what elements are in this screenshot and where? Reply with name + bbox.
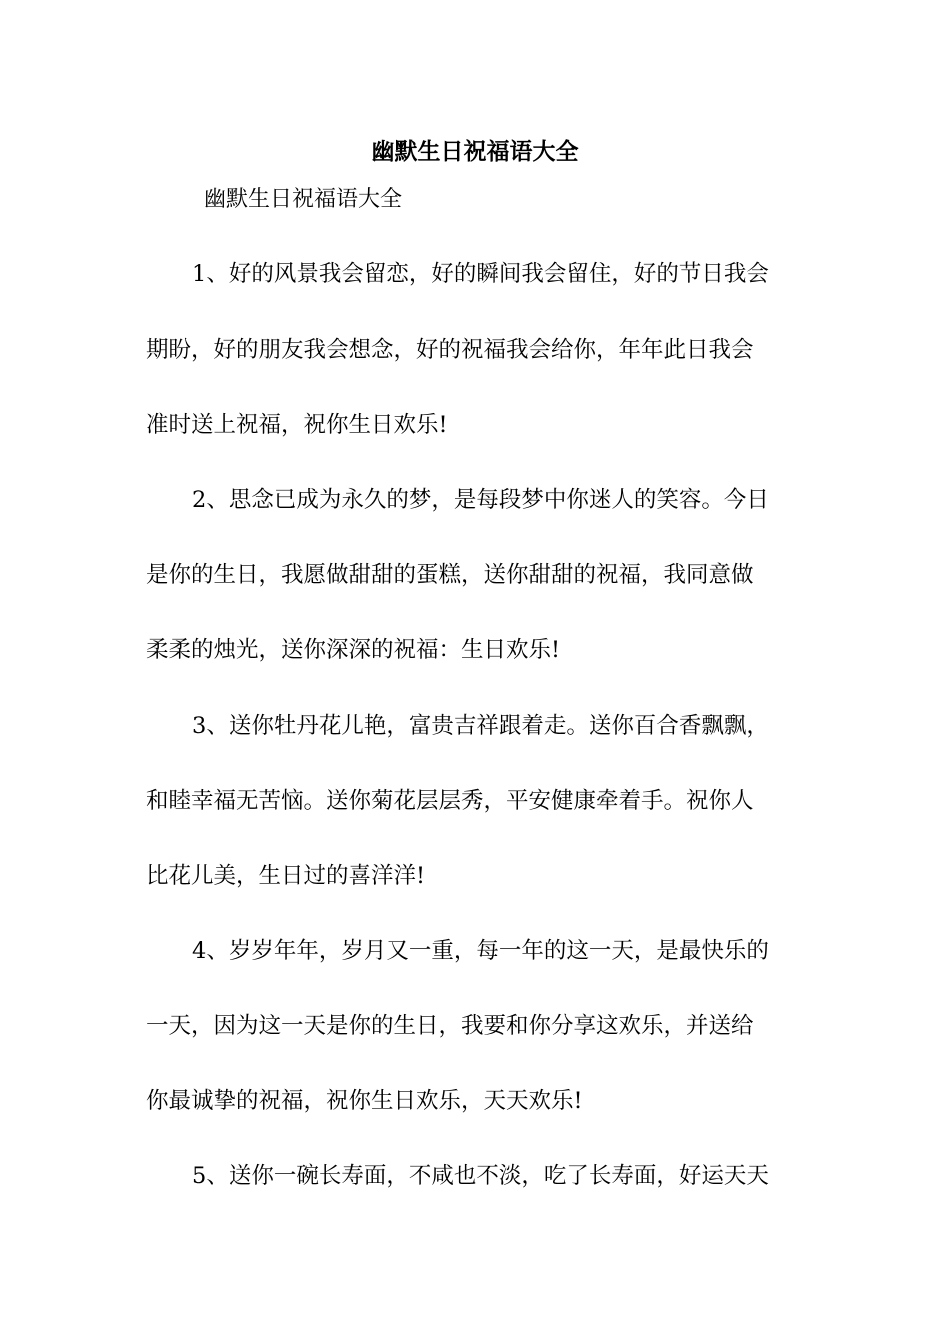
document-title: 幽默生日祝福语大全: [371, 138, 579, 165]
paragraph-1-line-2: 期盼，好的朋友我会想念，好的祝福我会给你，年年此日我会: [146, 337, 754, 363]
document-subtitle: 幽默生日祝福语大全: [204, 187, 403, 212]
paragraph-3-line-2: 和睦幸福无苦恼。送你菊花层层秀，平安健康牵着手。祝你人: [146, 788, 754, 814]
paragraph-3-line-1: 3、送你牡丹花儿艳，富贵吉祥跟着走。送你百合香飘飘，: [192, 713, 769, 739]
paragraph-4-line-3: 你最诚挚的祝福，祝你生日欢乐，天天欢乐!: [146, 1088, 583, 1114]
paragraph-2-line-2: 是你的生日，我愿做甜甜的蛋糕，送你甜甜的祝福，我同意做: [146, 562, 754, 588]
paragraph-4-line-2: 一天，因为这一天是你的生日，我要和你分享这欢乐，并送给: [146, 1013, 754, 1039]
paragraph-2-line-3: 柔柔的烛光，送你深深的祝福：生日欢乐!: [146, 637, 561, 663]
paragraph-4-line-1: 4、岁岁年年，岁月又一重，每一年的这一天，是最快乐的: [192, 938, 769, 964]
paragraph-1-line-1: 1、好的风景我会留恋，好的瞬间我会留住，好的节日我会: [192, 261, 769, 287]
paragraph-2-line-1: 2、思念已成为永久的梦，是每段梦中你迷人的笑容。今日: [192, 487, 769, 513]
paragraph-1-line-3: 准时送上祝福，祝你生日欢乐!: [146, 412, 448, 438]
paragraph-5-line-1: 5、送你一碗长寿面，不咸也不淡，吃了长寿面，好运天天: [192, 1163, 769, 1189]
paragraph-3-line-3: 比花儿美，生日过的喜洋洋!: [146, 863, 426, 889]
